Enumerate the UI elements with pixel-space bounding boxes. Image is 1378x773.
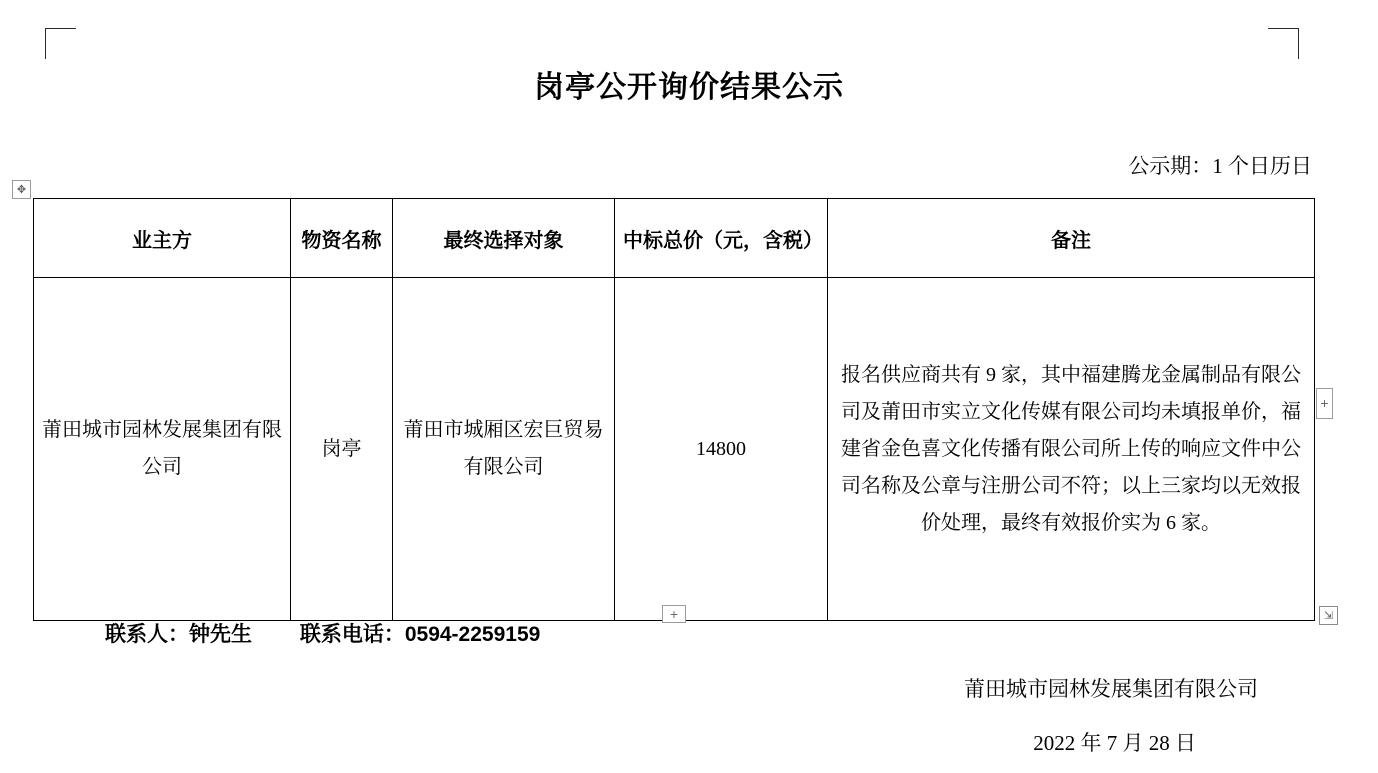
table-header-row (34, 199, 1315, 278)
table-resize-handle[interactable]: ⇲ (1319, 606, 1338, 625)
notice-period-text: 公示期：1 个日历日 (1128, 154, 1312, 178)
table-header-owner: 业主方 (34, 199, 291, 278)
row-insert-handle[interactable]: + (662, 605, 686, 623)
signature-date: 2022 年 7 月 28 日 (1033, 731, 1196, 755)
table-header-remark: 备注 (828, 199, 1315, 278)
page-title: 岗亭公开询价结果公示 (534, 71, 844, 104)
contact-person: 联系人：钟先生 (105, 623, 252, 646)
cell-price: 14800 (615, 278, 828, 621)
crop-mark-top-right (1268, 28, 1299, 59)
crop-mark-top-left (45, 28, 76, 59)
table-header-target: 最终选择对象 (393, 199, 615, 278)
contact-phone: 联系电话：0594-2259159 (299, 623, 541, 646)
cell-owner: 莆田城市园林发展集团有限公司 (34, 278, 291, 621)
table-header-goods: 物资名称 (291, 199, 393, 278)
cell-goods: 岗亭 (291, 278, 393, 621)
contact-line (105, 618, 540, 648)
results-table (33, 198, 1315, 621)
table-move-handle[interactable]: ✥ (12, 180, 31, 199)
cell-target: 莆田市城厢区宏巨贸易有限公司 (393, 278, 615, 621)
cell-remark: 报名供应商共有 9 家，其中福建腾龙金属制品有限公司及莆田市实立文化传媒有限公司均未填报单价，福建省金色喜文化传播有限公司所上传的响应文件中公司名称及公章与注册公司不符；以上三家均以无效报价处理，最终有效报价实为 6 家。 (828, 278, 1315, 621)
column-resize-handle[interactable]: + (1316, 388, 1333, 419)
signature-company: 莆田城市园林发展集团有限公司 (964, 677, 1258, 701)
table-header-price: 中标总价（元，含税） (615, 199, 828, 278)
table-row (34, 278, 1315, 621)
